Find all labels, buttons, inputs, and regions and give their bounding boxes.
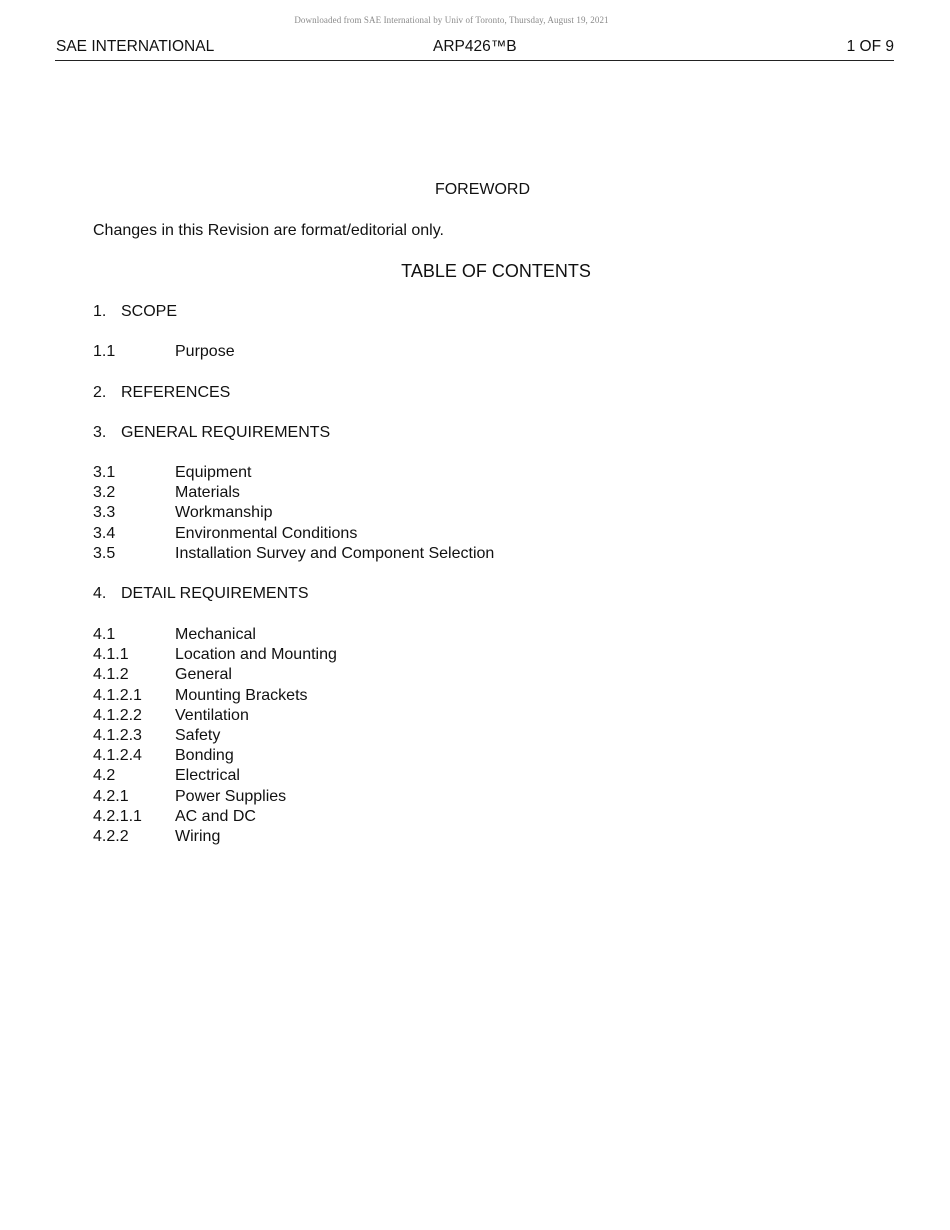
toc-entry-title: Mounting Brackets — [175, 686, 308, 704]
toc-entry-number: 4.1.2.3 — [93, 726, 142, 744]
toc-entry-title: AC and DC — [175, 807, 256, 825]
foreword-text: Changes in this Revision are format/editorial only. — [93, 222, 444, 239]
toc-section-references — [93, 384, 230, 402]
toc-entry — [93, 665, 337, 685]
toc-entry — [93, 483, 494, 503]
toc-entry-title: Mechanical — [175, 626, 256, 643]
toc-entry — [93, 524, 494, 544]
toc-section-title: REFERENCES — [121, 384, 231, 401]
toc-entry — [93, 686, 337, 706]
toc-entry-number: 4.1.2.2 — [93, 706, 142, 724]
toc-entry — [93, 706, 337, 726]
toc-entry-title: Power Supplies — [175, 787, 287, 805]
toc-entry-title: Safety — [175, 726, 221, 744]
toc-group-general — [93, 463, 494, 564]
toc-entry-number: 1.1 — [93, 343, 116, 360]
toc-entry-number: 4.2.1.1 — [93, 807, 142, 825]
toc-entry — [93, 766, 337, 786]
toc-heading: TABLE OF CONTENTS — [401, 261, 591, 281]
toc-entry-title: Workmanship — [175, 504, 273, 522]
toc-entry-number: 3.1 — [93, 464, 116, 481]
toc-entry — [93, 645, 337, 665]
toc-entry-title: Bonding — [175, 747, 234, 765]
toc-section-detail — [93, 585, 309, 603]
toc-entry — [93, 746, 337, 766]
toc-entry-title: Electrical — [175, 767, 240, 785]
toc-entry-number: 3.2 — [93, 484, 116, 502]
toc-entry — [93, 625, 337, 645]
header-document-id: ARP426™B — [433, 38, 517, 55]
toc-entry — [93, 787, 337, 807]
toc-entry-title: Ventilation — [175, 706, 249, 724]
toc-section-number: 2. — [93, 384, 107, 401]
toc-entry-title: General — [175, 666, 232, 684]
toc-entry-number: 4.1.2 — [93, 666, 129, 684]
toc-section-number: 1. — [93, 303, 107, 320]
toc-entry-number: 4.1.1 — [93, 646, 129, 664]
toc-entry-number: 4.1 — [93, 626, 116, 643]
toc-entry — [93, 544, 494, 564]
toc-entry — [93, 807, 337, 827]
toc-section-number: 4. — [93, 585, 107, 602]
toc-entry-number: 3.5 — [93, 544, 116, 562]
toc-entry-number: 4.2.1 — [93, 787, 129, 805]
toc-entry — [93, 463, 494, 483]
toc-group-scope — [93, 342, 235, 362]
header-page-number: 1 OF 9 — [846, 38, 894, 55]
toc-entry-title: Environmental Conditions — [175, 524, 358, 542]
toc-section-number: 3. — [93, 424, 107, 441]
header-organization: SAE INTERNATIONAL — [56, 38, 215, 55]
foreword-heading: FOREWORD — [434, 181, 531, 198]
toc-entry-title: Location and Mounting — [175, 646, 337, 664]
toc-entry — [93, 342, 235, 362]
toc-entry-number: 4.2 — [93, 767, 116, 785]
page-header — [55, 38, 894, 61]
toc-entry-title: Installation Survey and Component Selection — [175, 544, 495, 562]
toc-section-title: DETAIL REQUIREMENTS — [121, 585, 309, 602]
toc-entry-number: 4.1.2.4 — [93, 747, 142, 765]
toc-entry-number: 3.4 — [93, 524, 116, 542]
toc-entry-title: Materials — [175, 484, 240, 502]
toc-section-title: GENERAL REQUIREMENTS — [121, 424, 331, 441]
toc-section-general — [93, 424, 330, 442]
toc-group-detail — [93, 625, 337, 847]
toc-section-scope — [93, 303, 177, 321]
download-watermark: Downloaded from SAE International by Univ of Toronto, Thursday, August 19, 2021 — [294, 15, 609, 25]
toc-entry-title: Equipment — [175, 464, 252, 481]
toc-entry-number: 4.1.2.1 — [93, 686, 142, 704]
toc-entry — [93, 827, 337, 847]
toc-entry-title: Wiring — [175, 827, 221, 845]
toc-entry-number: 4.2.2 — [93, 827, 129, 845]
toc-entry-title: Purpose — [175, 343, 235, 360]
toc-section-title: SCOPE — [121, 303, 178, 320]
toc-entry-number: 3.3 — [93, 504, 116, 522]
toc-entry — [93, 503, 494, 523]
toc-entry — [93, 726, 337, 746]
